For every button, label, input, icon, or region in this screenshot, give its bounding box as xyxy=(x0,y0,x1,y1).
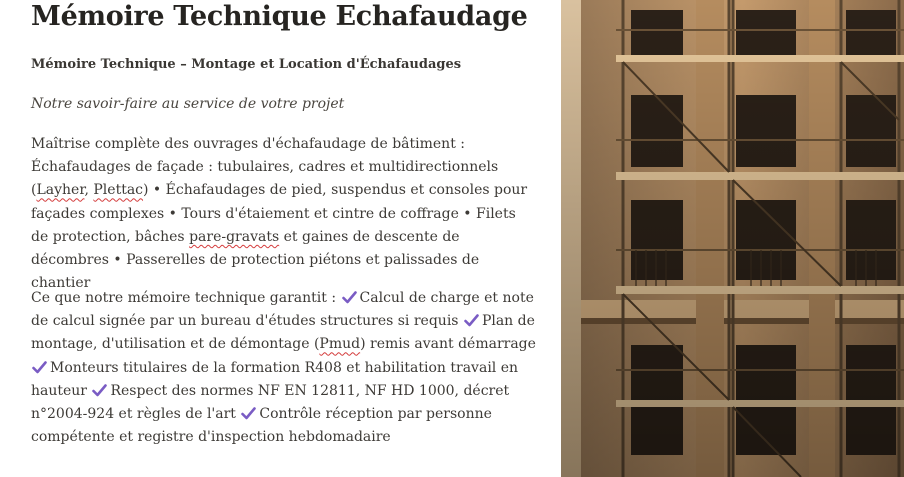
page-title: Mémoire Technique Echafaudage xyxy=(31,1,528,32)
check-icon xyxy=(241,407,256,420)
spellcheck-word[interactable]: Plettac xyxy=(93,182,144,199)
guarantee-item: Calcul de charge et note de calcul signée par un bureau d'études structures si requis xyxy=(31,290,534,330)
guarantee-item: Monteurs titulaires de la formation R408 et habilitation travail en hauteur xyxy=(31,359,519,399)
check-icon xyxy=(32,361,47,374)
guarantee-item: ) remis avant démarrage xyxy=(360,336,536,353)
check-icon xyxy=(342,291,357,304)
subtitle: Mémoire Technique – Montage et Location d'Échafaudages xyxy=(31,57,462,72)
check-icon xyxy=(464,314,479,327)
spellcheck-word[interactable]: Pmud xyxy=(319,336,361,353)
tagline: Notre savoir-faire au service de votre projet xyxy=(31,96,345,112)
guarantee-item: Plan de montage, d'utilisation et de démontage ( xyxy=(31,313,535,353)
guarantee-item: Contrôle réception par personne compétente et registre d'inspection hebdomadaire xyxy=(31,406,492,446)
check-icon xyxy=(92,384,107,397)
services-text-2: , xyxy=(84,182,94,199)
spellcheck-word[interactable]: pare-gravats xyxy=(189,228,280,245)
services-text-3: ) • Échafaudages de pied, suspendus et consoles pour façades complexes • Tours d'étaiement et cintre de coffrage • Filets de protection, bâches xyxy=(31,182,528,245)
scaffolding-illustration xyxy=(561,0,904,477)
guarantees-intro: Ce que notre mémoire technique garantit : xyxy=(31,290,341,306)
spellcheck-word[interactable]: Layher xyxy=(36,182,85,199)
services-paragraph xyxy=(31,133,536,295)
guarantee-item: Respect des normes NF EN 12811, NF HD 1000, décret n°2004-924 et règles de l'art xyxy=(31,382,510,423)
guarantees-paragraph xyxy=(31,287,536,449)
scaffolding-building-photo xyxy=(561,0,904,477)
services-text-4: et gaines de descente de décombres • Passerelles de protection piétons et palissades de chantier xyxy=(31,228,480,292)
services-text-1: Maîtrise complète des ouvrages d'échafaudage de bâtiment : Échafaudages de façade : tubulaires, cadres et multidirectionnels ( xyxy=(31,136,499,199)
